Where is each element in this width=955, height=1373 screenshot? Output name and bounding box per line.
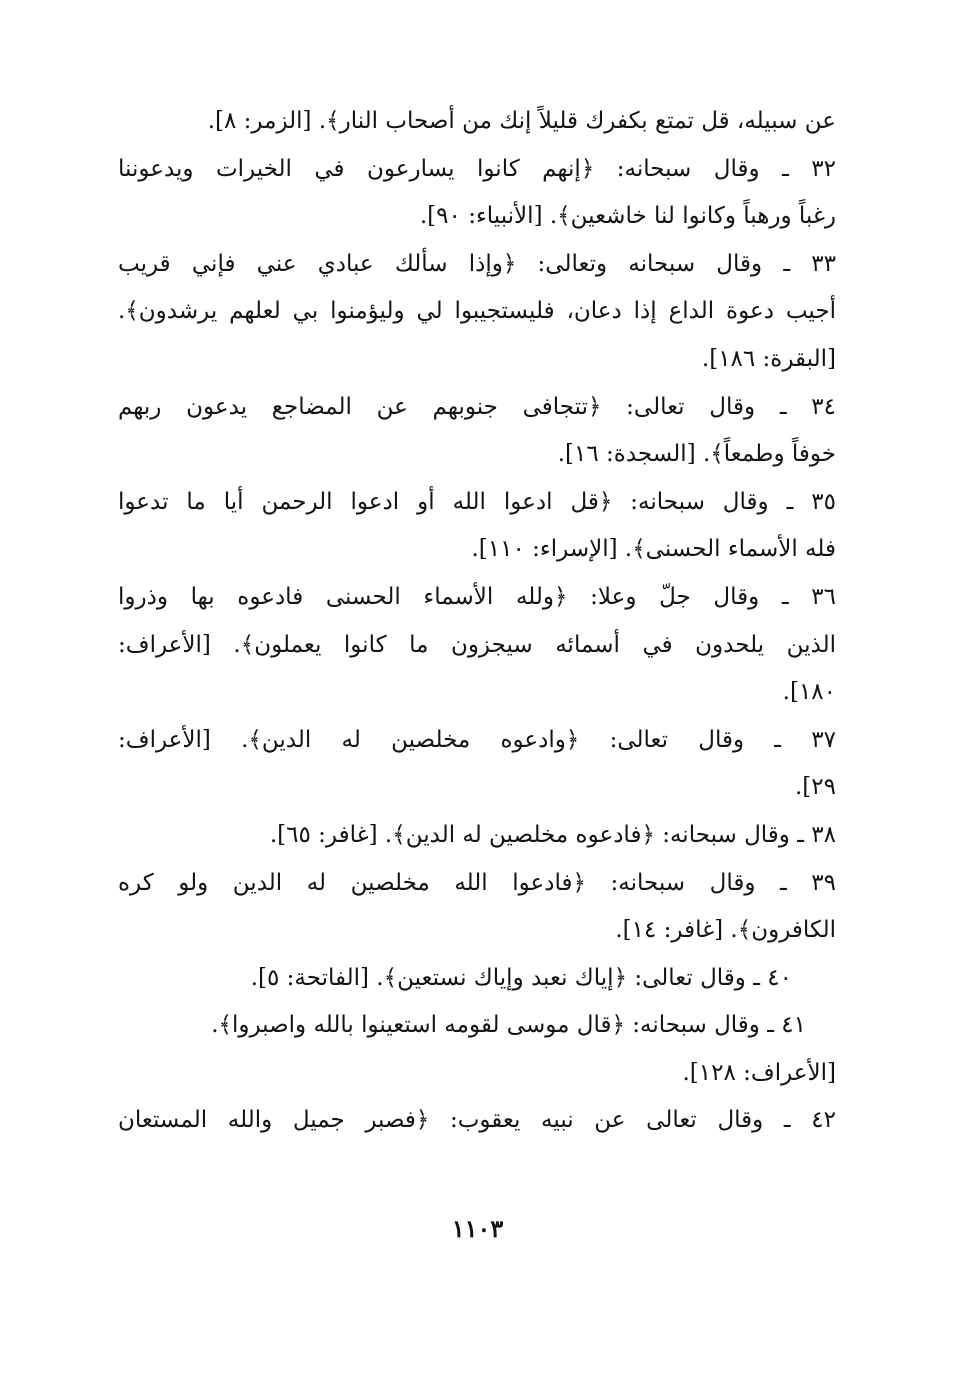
text-line: ٣٢ ـ وقال سبحانه: ﴿إنهم كانوا يسارعون في الخيرات ويدعوننا	[118, 155, 836, 182]
text-line: ٣٤ ـ وقال تعالى: ﴿تتجافى جنوبهم عن المضاجع يدعون ربهم	[118, 393, 836, 420]
page-number: ١١٠٣	[451, 1214, 504, 1243]
text-line: ٣٥ ـ وقال سبحانه: ﴿قل ادعوا الله أو ادعوا الرحمن أيا ما تدعوا	[118, 488, 836, 515]
text-line: فله الأسماء الحسنى﴾. [الإسراء: ١١٠].	[471, 536, 836, 563]
text-line: ٤٠ ـ وقال تعالى: ﴿إياك نعبد وإياك نستعين﴾. [الفاتحة: ٥].	[250, 964, 792, 991]
text-line: ٢٩].	[794, 774, 836, 801]
text-line: ١٨٠].	[782, 679, 836, 706]
text-line: ٣٩ ـ وقال سبحانه: ﴿فادعوا الله مخلصين له الدين ولو كره	[118, 869, 836, 896]
text-line: ٣٧ ـ وقال تعالى: ﴿وادعوه مخلصين له الدين﴾. [الأعراف:	[118, 726, 836, 753]
text-line: ٣٨ ـ وقال سبحانه: ﴿فادعوه مخلصين له الدين﴾. [غافر: ٦٥].	[269, 821, 836, 848]
text-line: الكافرون﴾. [غافر: ١٤].	[615, 917, 836, 944]
text-line: الذين يلحدون في أسمائه سيجزون ما كانوا يعملون﴾. [الأعراف:	[118, 631, 836, 658]
text-line: [البقرة: ١٨٦].	[701, 345, 836, 372]
text-line: ٤١ ـ وقال سبحانه: ﴿قال موسى لقومه استعينوا بالله واصبروا﴾.	[211, 1012, 806, 1039]
text-line: أجيب دعوة الداع إذا دعان، فليستجيبوا لي وليؤمنوا بي لعلهم يرشدون﴾.	[118, 298, 836, 325]
text-line: رغباً ورهباً وكانوا لنا خاشعين﴾. [الأنبياء: ٩٠].	[419, 203, 836, 230]
text-line: خوفاً وطمعاً﴾. [السجدة: ١٦].	[557, 441, 836, 468]
text-line: ٣٣ ـ وقال سبحانه وتعالى: ﴿وإذا سألك عبادي عني فإني قريب	[118, 250, 836, 277]
text-line: ٣٦ ـ وقال جلّ وعلا: ﴿ولله الأسماء الحسنى فادعوه بها وذروا	[118, 583, 836, 610]
page-body	[118, 98, 836, 1145]
text-line: ٤٢ ـ وقال تعالى عن نبيه يعقوب: ﴿فصبر جميل والله المستعان	[118, 1107, 836, 1134]
text-line: [الأعراف: ١٢٨].	[682, 1059, 836, 1086]
text-line: عن سبيله، قل تمتع بكفرك قليلاً إنك من أصحاب النار﴾. [الزمر: ٨].	[207, 108, 836, 134]
